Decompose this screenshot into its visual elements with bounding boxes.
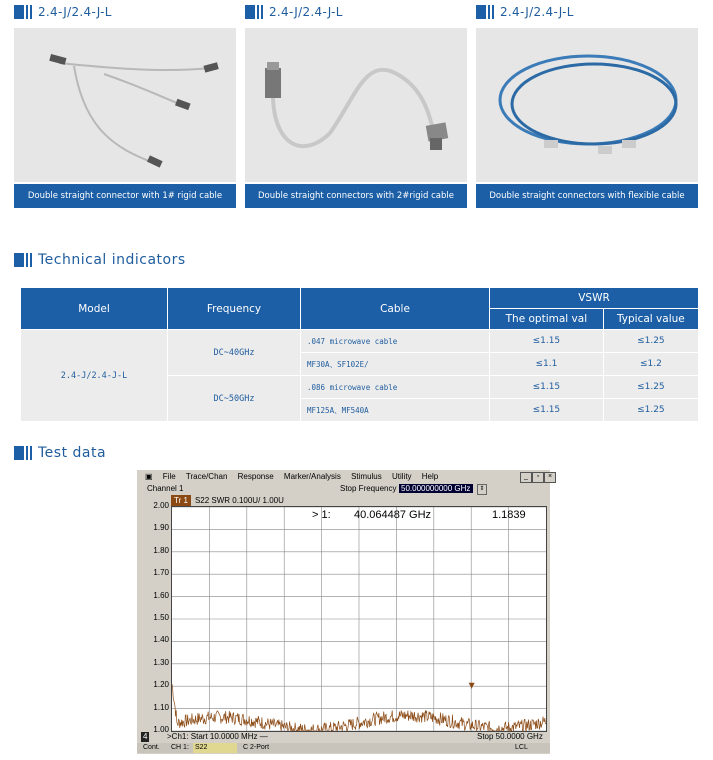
product-photo	[476, 28, 698, 182]
status-lcl: LCL	[515, 744, 528, 751]
minimize-icon[interactable]: _	[520, 472, 532, 483]
sweep-info-bar	[137, 732, 550, 742]
app-icon: ▣	[145, 472, 153, 481]
product-header	[476, 4, 698, 20]
product-card-2	[245, 4, 467, 201]
menu-marker-analysis[interactable]: Marker/Analysis	[283, 472, 341, 481]
typical-cell: ≤1.2	[603, 353, 698, 376]
section-marker-icon	[14, 446, 32, 460]
model-cell: 2.4-J/2.4-J-L	[21, 330, 168, 422]
section-title-technical: Technical indicators	[14, 252, 186, 268]
stop-frequency-input[interactable]: 50.000000000 GHz	[399, 484, 473, 493]
frequency-cell: DC~50GHz	[168, 376, 301, 422]
cable-cell: MF125A、MF540A	[301, 399, 490, 422]
header-optimal: The optimal val	[490, 309, 604, 330]
status-cont: Cont.	[143, 744, 160, 751]
status-param: S22	[193, 743, 237, 753]
trace-id[interactable]: Tr 1	[171, 495, 191, 506]
section-title-test: Test data	[14, 445, 106, 461]
optimal-cell: ≤1.15	[490, 376, 604, 399]
status-ch: CH 1:	[171, 744, 189, 751]
typical-cell: ≤1.25	[603, 399, 698, 422]
menu-file[interactable]: File	[162, 472, 176, 481]
header-vswr: VSWR	[490, 288, 699, 309]
menu-utility[interactable]: Utility	[391, 472, 412, 481]
product-title: 2.4-J/2.4-J-L	[269, 4, 343, 19]
section-marker-icon	[476, 5, 494, 19]
y-tick-label: 1.90	[153, 523, 169, 533]
product-caption: Double straight connectors with 2#rigid cable	[245, 184, 467, 208]
section-marker-icon	[14, 5, 32, 19]
table-row	[21, 330, 699, 353]
y-tick-label: 1.10	[153, 702, 169, 712]
y-tick-label: 1.40	[153, 635, 169, 645]
product-header	[245, 4, 467, 20]
marker-label: > 1:	[312, 509, 331, 521]
menu-response[interactable]: Response	[237, 472, 274, 481]
restore-icon[interactable]: ▫	[532, 472, 544, 483]
analyzer-menu-bar	[137, 470, 553, 483]
y-tick-label: 1.70	[153, 568, 169, 578]
y-tick-label: 1.60	[153, 590, 169, 600]
stepper-icon[interactable]: ⇕	[477, 484, 487, 495]
menu-help[interactable]: Help	[421, 472, 439, 481]
menu-trace-chan[interactable]: Trace/Chan	[185, 472, 228, 481]
channel-bar	[137, 483, 550, 495]
menu-stimulus[interactable]: Stimulus	[351, 472, 382, 481]
channel-label: Channel 1	[147, 484, 184, 493]
product-card-3	[476, 4, 698, 201]
marker-frequency: 40.064487 GHz	[354, 509, 432, 521]
header-model: Model	[21, 288, 168, 330]
close-icon[interactable]: ×	[544, 472, 556, 483]
stop-label: Stop 50.0000 GHz	[477, 732, 543, 741]
cable-cell: MF30A、SF102E/	[301, 353, 490, 376]
swr-chart	[172, 507, 546, 731]
marker-value: 1.1839	[492, 509, 526, 521]
cable-cell: .086 microwave cable	[301, 376, 490, 399]
stop-frequency-label: Stop Frequency	[340, 484, 397, 493]
y-tick-label: 1.20	[153, 680, 169, 690]
y-tick-label: 1.30	[153, 657, 169, 667]
frequency-cell: DC~40GHz	[168, 330, 301, 376]
header-frequency: Frequency	[168, 288, 301, 330]
section-marker-icon	[14, 253, 32, 267]
network-analyzer-screenshot	[137, 470, 553, 754]
product-title: 2.4-J/2.4-J-L	[38, 4, 112, 19]
product-header	[14, 4, 236, 20]
optimal-cell: ≤1.15	[490, 330, 604, 353]
header-typical: Typical value	[603, 309, 698, 330]
product-photo	[245, 28, 467, 182]
product-title: 2.4-J/2.4-J-L	[500, 4, 574, 19]
status-port: C 2-Port	[243, 744, 270, 751]
cable-cell: .047 microwave cable	[301, 330, 490, 353]
product-caption: Double straight connectors with flexible cable	[476, 184, 698, 208]
product-card-1	[14, 4, 236, 201]
section-marker-icon	[245, 5, 263, 19]
status-bar	[137, 743, 550, 753]
spec-table	[20, 287, 699, 422]
start-label: >Ch1: Start 10.0000 MHz —	[167, 732, 268, 741]
y-tick-label: 1.50	[153, 613, 169, 622]
trace-label: S22 SWR 0.100U/ 1.00U	[194, 496, 284, 505]
plot-area	[171, 506, 547, 732]
typical-cell: ≤1.25	[603, 330, 698, 353]
channel-number: 4	[143, 732, 148, 741]
typical-cell: ≤1.25	[603, 376, 698, 399]
y-tick-label: 1.80	[153, 545, 169, 555]
optimal-cell: ≤1.15	[490, 399, 604, 422]
y-tick-label: 2.00	[153, 501, 169, 510]
header-cable: Cable	[301, 288, 490, 330]
y-tick-label: 1.00	[153, 725, 169, 734]
marker-point	[469, 683, 475, 689]
product-caption: Double straight connector with 1# rigid cable	[14, 184, 236, 208]
trace-bar	[171, 495, 545, 506]
optimal-cell: ≤1.1	[490, 353, 604, 376]
product-photo	[14, 28, 236, 182]
